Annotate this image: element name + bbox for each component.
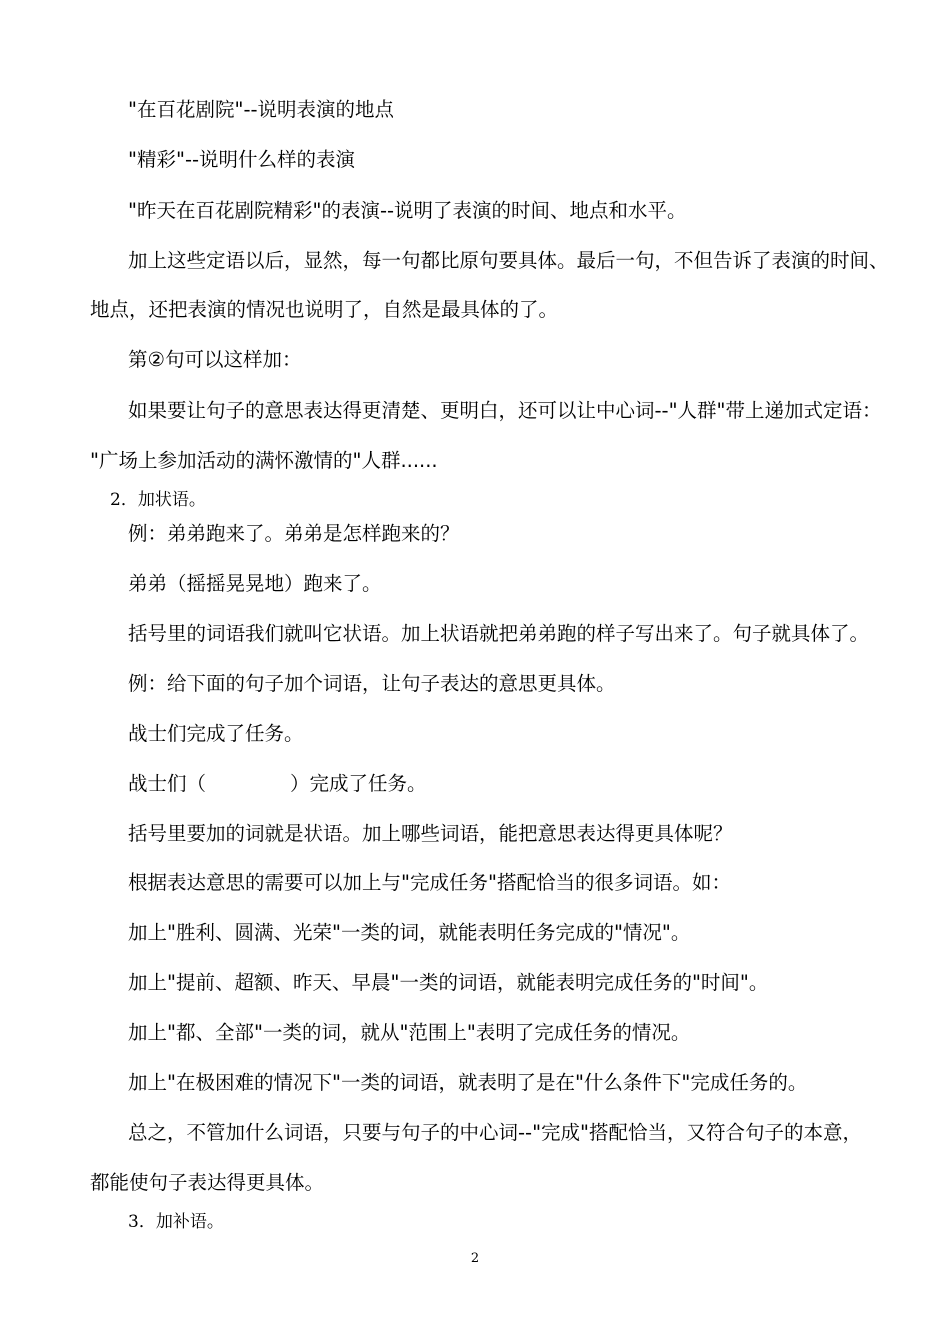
text-line: 加上这些定语以后，显然，每一句都比原句要具体。最后一句，不但告诉了表演的时间、 bbox=[128, 249, 889, 272]
text-line: 根据表达意思的需要可以加上与"完成任务"搭配恰当的很多词语。如： bbox=[128, 871, 731, 894]
text-line bbox=[128, 772, 427, 796]
text-fragment: ）完成了任务。 bbox=[290, 772, 427, 795]
text-line: 第②句可以这样加： bbox=[128, 348, 302, 371]
text-line: 加上"都、全部"一类的词，就从"范围上"表明了完成任务的情况。 bbox=[128, 1021, 691, 1044]
text-line: 如果要让句子的意思表达得更清楚、更明白，还可以让中心词--"人群"带上递加式定语： bbox=[128, 399, 882, 422]
text-line: 加上"在极困难的情况下"一类的词语，就表明了是在"什么条件下"完成任务的。 bbox=[128, 1071, 808, 1094]
page-number: 2 bbox=[470, 1251, 480, 1266]
text-line: 例：给下面的句子加个词语，让句子表达的意思更具体。 bbox=[128, 672, 616, 695]
text-line: 括号里要加的词就是状语。加上哪些词语，能把意思表达得更具体呢？ bbox=[128, 822, 733, 845]
text-line: "昨天在百花剧院精彩"的表演--说明了表演的时间、地点和水平。 bbox=[128, 199, 687, 222]
text-line: 加上"提前、超额、昨天、早晨"一类的词语，就能表明完成任务的"时间"。 bbox=[128, 971, 769, 994]
text-line: 括号里的词语我们就叫它状语。加上状语就把弟弟跑的样子写出来了。句子就具体了。 bbox=[128, 622, 870, 645]
text-line: "广场上参加活动的满怀激情的"人群...... bbox=[90, 449, 438, 472]
text-fragment: 战士们（ bbox=[128, 772, 207, 795]
section-heading: 3．加补语。 bbox=[128, 1212, 224, 1232]
text-line: 都能使句子表达得更具体。 bbox=[90, 1171, 325, 1194]
text-line: 例：弟弟跑来了。弟弟是怎样跑来的？ bbox=[128, 522, 460, 545]
text-line: 加上"胜利、圆满、光荣"一类的词，就能表明任务完成的"情况"。 bbox=[128, 921, 691, 944]
text-line: "精彩"--说明什么样的表演 bbox=[128, 148, 356, 171]
text-line: "在百花剧院"--说明表演的地点 bbox=[128, 98, 395, 121]
text-line: 总之，不管加什么词语，只要与句子的中心词--"完成"搭配恰当，又符合句子的本意， bbox=[128, 1121, 863, 1144]
text-line: 弟弟（摇摇晃晃地）跑来了。 bbox=[128, 572, 382, 595]
text-line: 战士们完成了任务。 bbox=[128, 722, 304, 745]
section-heading: 2．加状语。 bbox=[110, 490, 206, 510]
text-line: 地点，还把表演的情况也说明了，自然是最具体的了。 bbox=[90, 298, 559, 321]
